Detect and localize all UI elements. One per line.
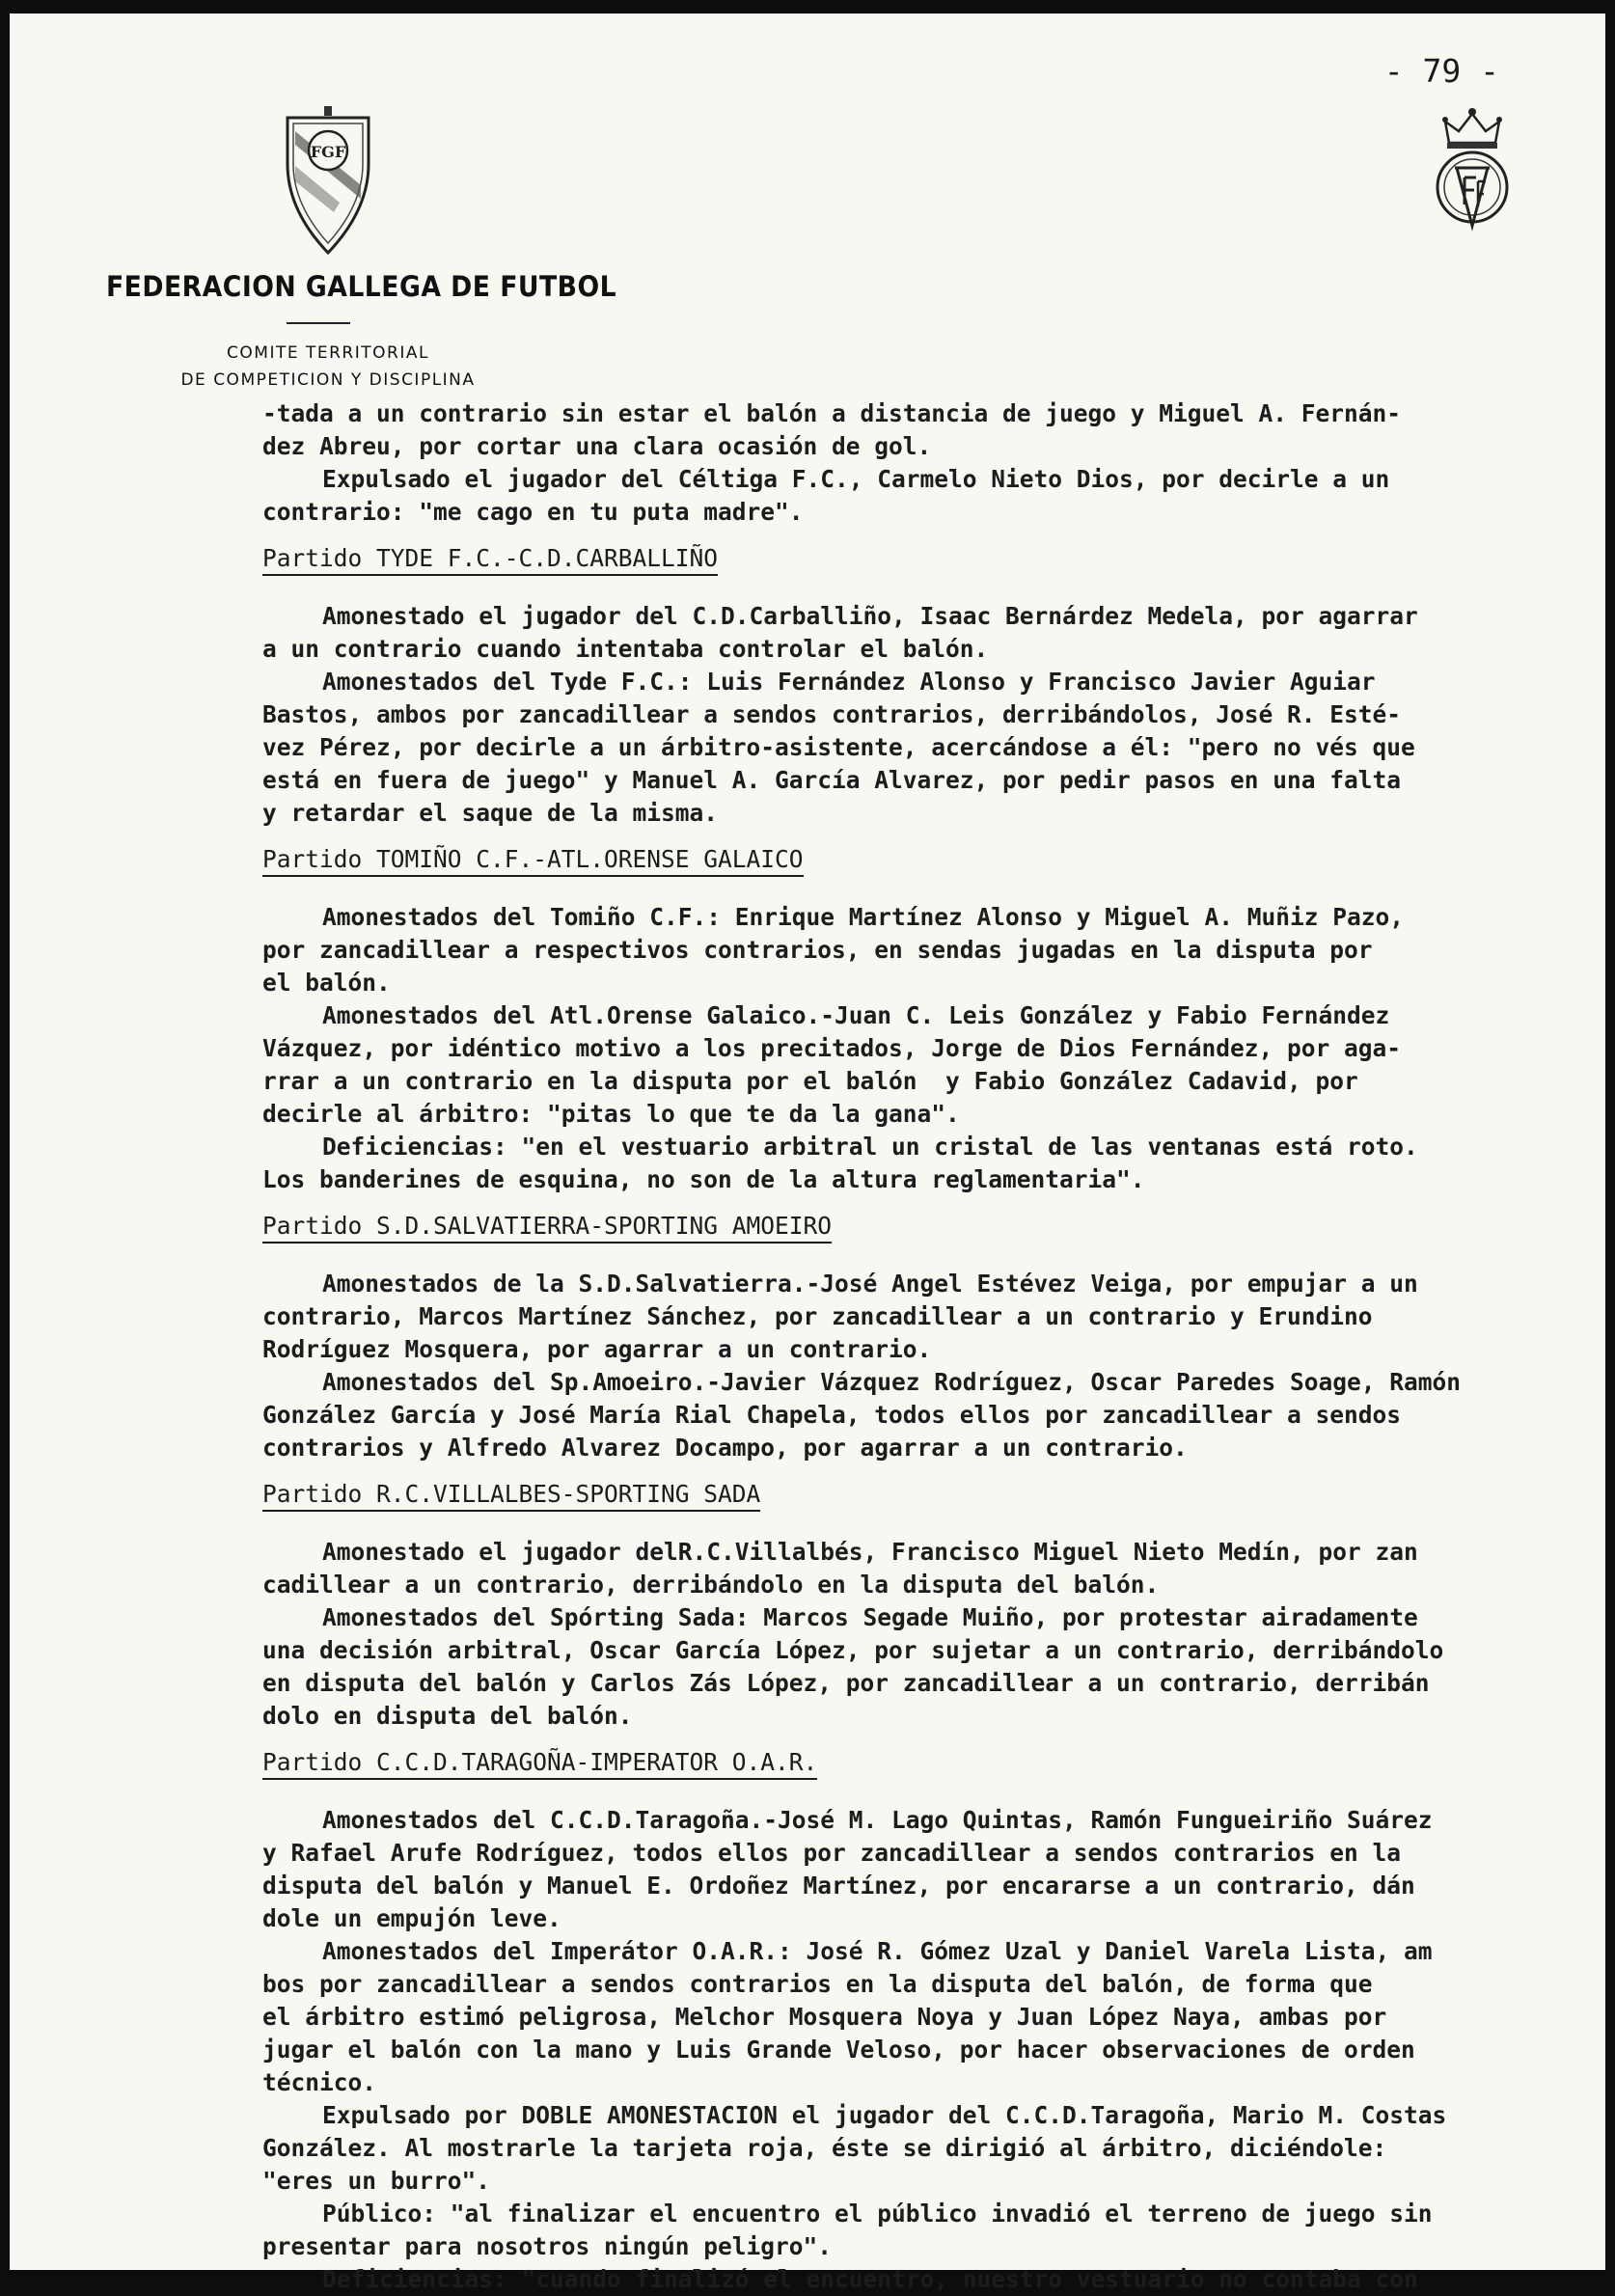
paragraph-line: González. Al mostrarle la tarjeta roja, éste se dirigió al árbitro, diciéndole: (262, 2134, 1387, 2162)
paragraph-line: en disputa del balón y Carlos Zás López, por zancadillear a un contrario, derribán (262, 1669, 1430, 1697)
paragraph-line: Deficiencias: "en el vestuario arbitral un cristal de las ventanas está roto. (322, 1133, 1418, 1161)
paragraph-line: disputa del balón y Manuel E. Ordoñez Martínez, por encararse a un contrario, dán (262, 1872, 1415, 1900)
document-body (262, 397, 1584, 2296)
paragraph-line: Público: "al finalizar el encuentro el público invadió el terreno de juego sin (322, 2200, 1433, 2228)
paragraph-line: Expulsado por DOBLE AMONESTACION el jugador del C.C.D.Taragoña, Mario M. Costas (322, 2101, 1447, 2129)
paragraph-line: Deficiencias: "cuando finalizó el encuentro, nuestro vestuario no contaba con (322, 2265, 1418, 2293)
paragraph-line: contrario, Marcos Martínez Sánchez, por zancadillear a un contrario y Erundino (262, 1302, 1373, 1330)
committee-name (106, 340, 550, 394)
match-heading: Partido S.D.SALVATIERRA-SPORTING AMOEIRO (262, 1210, 1584, 1243)
paragraph-line: dole un empujón leve. (262, 1904, 561, 1932)
paragraph-line: por zancadillear a respectivos contrarios, en sendas jugadas en la disputa por (262, 936, 1373, 964)
paragraph-line: a un contrario cuando intentaba controlar el balón. (262, 635, 989, 663)
paragraph-line: Amonestados del Sp.Amoeiro.-Javier Vázquez Rodríguez, Oscar Paredes Soage, Ramón (322, 1368, 1462, 1396)
paragraph-line: Amonestados del Imperátor O.A.R.: José R. Gómez Uzal y Daniel Varela Lista, am (322, 1937, 1433, 1965)
document-page (10, 14, 1605, 2293)
intro-line: -tada a un contrario sin estar el balón a distancia de juego y Miguel A. Fernán- (262, 399, 1402, 427)
paragraph-line: Rodríguez Mosquera, por agarrar a un contrario. (262, 1335, 932, 1363)
paragraph-line: está en fuera de juego" y Manuel A. García Alvarez, por pedir pasos en una falta (262, 766, 1402, 794)
intro-line: dez Abreu, por cortar una clara ocasión de gol. (262, 432, 932, 460)
match-heading: Partido TYDE F.C.-C.D.CARBALLIÑO (262, 542, 1584, 575)
paragraph-line: decirle al árbitro: "pitas lo que te da la gana". (262, 1100, 960, 1128)
paragraph-line: Amonestados del Spórting Sada: Marcos Segade Muiño, por protestar airadamente (322, 1603, 1418, 1631)
paragraph-line: bos por zancadillear a sendos contrarios en la disputa del balón, de forma que (262, 1970, 1373, 1998)
paragraph-line: Vázquez, por idéntico motivo a los precitados, Jorge de Dios Fernández, por aga- (262, 1034, 1402, 1062)
match-heading: Partido R.C.VILLALBES-SPORTING SADA (262, 1478, 1584, 1511)
intro-line: Expulsado el jugador del Céltiga F.C., Carmelo Nieto Dios, por decirle a un (322, 465, 1390, 493)
rfef-crowned-crest-icon (1428, 104, 1517, 235)
fgf-shield-crest-icon (282, 106, 374, 257)
paragraph-line: cadillear a un contrario, derribándolo en la disputa del balón. (262, 1571, 1160, 1599)
paragraph-line: jugar el balón con la mano y Luis Grande Veloso, por hacer observaciones de orden (262, 2036, 1415, 2064)
committee-line-1: COMITE TERRITORIAL (227, 343, 429, 363)
paragraph-line: una decisión arbitral, Oscar García López, por sujetar a un contrario, derribándolo (262, 1636, 1444, 1664)
paragraph-line: dolo en disputa del balón. (262, 1702, 633, 1730)
federation-divider (287, 322, 350, 324)
paragraph-line: Amonestados del C.C.D.Taragoña.-José M. Lago Quintas, Ramón Fungueiriño Suárez (322, 1806, 1433, 1834)
paragraph-line: Amonestado el jugador del C.D.Carballiño, Isaac Bernárdez Medela, por agarrar (322, 602, 1418, 630)
paragraph-line: Bastos, ambos por zancadillear a sendos contrarios, derribándolos, José R. Esté- (262, 700, 1402, 728)
match-heading: Partido C.C.D.TARAGOÑA-IMPERATOR O.A.R. (262, 1746, 1584, 1779)
paragraph-line: técnico. (262, 2068, 377, 2096)
paragraph-line: Amonestados del Atl.Orense Galaico.-Juan C. Leis González y Fabio Fernández (322, 1001, 1390, 1029)
paragraph-line: rrar a un contrario en la disputa por el balón y Fabio González Cadavid, por (262, 1067, 1358, 1095)
paragraph-line: Los banderines de esquina, no son de la altura reglamentaria". (262, 1165, 1145, 1193)
paragraph-line: Amonestados del Tyde F.C.: Luis Fernández Alonso y Francisco Javier Aguiar (322, 668, 1376, 696)
paragraph-line: y retardar el saque de la misma. (262, 799, 719, 827)
paragraph-line: y Rafael Arufe Rodríguez, todos ellos por zancadillear a sendos contrarios en la (262, 1839, 1402, 1867)
paragraph-line: el árbitro estimó peligrosa, Melchor Mosquera Noya y Juan López Naya, ambas por (262, 2003, 1387, 2031)
paragraph-line: "eres un burro". (262, 2167, 491, 2195)
paragraph-line: Amonestados del Tomiño C.F.: Enrique Martínez Alonso y Miguel A. Muñiz Pazo, (322, 903, 1405, 931)
intro-line: contrario: "me cago en tu puta madre". (262, 498, 804, 526)
paragraph-line: contrarios y Alfredo Alvarez Docampo, por agarrar a un contrario. (262, 1434, 1188, 1462)
page-number: - 79 - (1383, 52, 1499, 90)
committee-line-2: DE COMPETICION Y DISCIPLINA (180, 370, 476, 390)
paragraph-line: presentar para nosotros ningún peligro". (262, 2232, 833, 2260)
paragraph-line: Amonestado el jugador delR.C.Villalbés, Francisco Miguel Nieto Medín, por zan (322, 1538, 1418, 1566)
svg-text:FGF: FGF (310, 143, 346, 161)
paragraph-line: el balón. (262, 969, 391, 997)
match-heading: Partido TOMIÑO C.F.-ATL.ORENSE GALAICO (262, 843, 1584, 876)
paragraph-line: González García y José María Rial Chapela, todos ellos por zancadillear a sendos (262, 1401, 1402, 1429)
paragraph-line: vez Pérez, por decirle a un árbitro-asistente, acercándose a él: "pero no vés que (262, 733, 1415, 761)
federation-name: FEDERACION GALLEGA DE FUTBOL (106, 270, 617, 303)
paragraph-line: Amonestados de la S.D.Salvatierra.-José Angel Estévez Veiga, por empujar a un (322, 1270, 1418, 1298)
